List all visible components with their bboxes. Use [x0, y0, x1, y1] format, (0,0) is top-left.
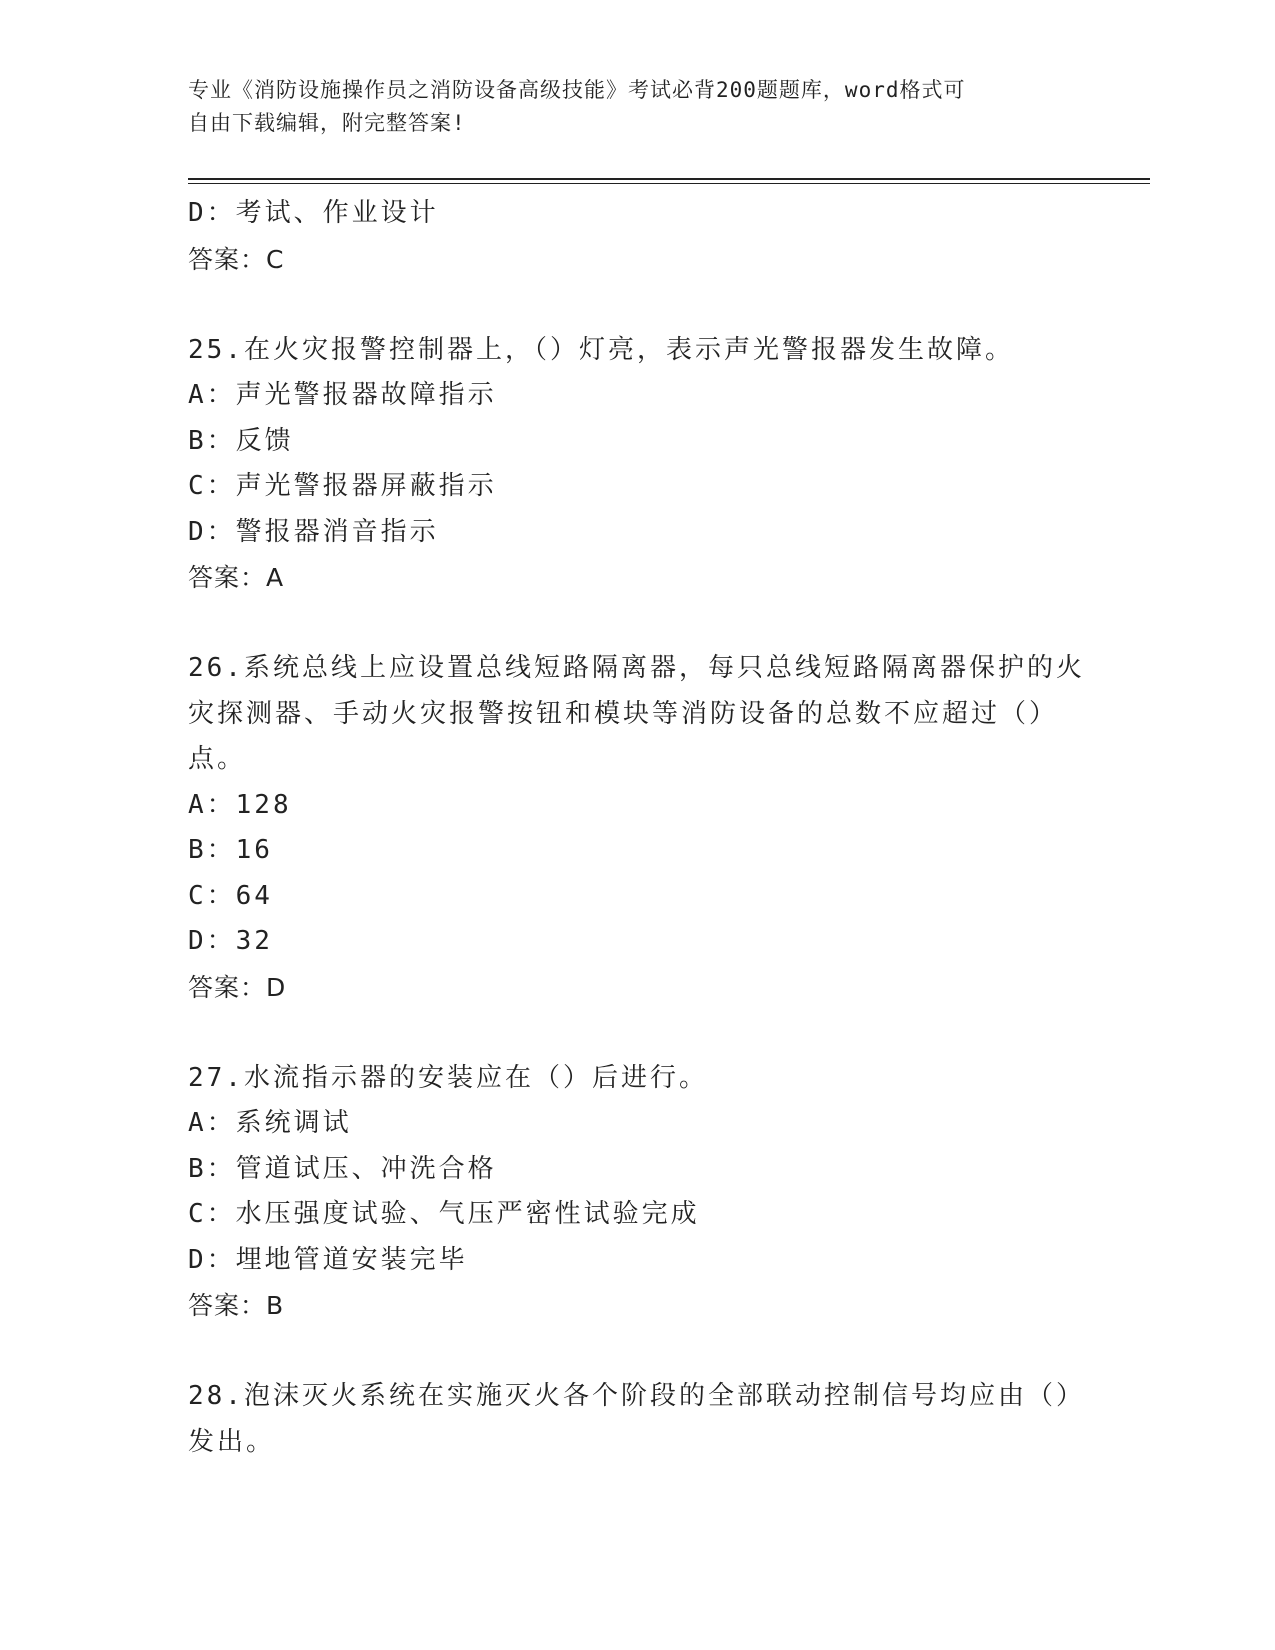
spacer [188, 601, 1088, 647]
prev-option-d: D：考试、作业设计 [188, 198, 439, 228]
option-c: C：声光警报器屏蔽指示 [188, 471, 497, 501]
header-line-2: 自由下载编辑，附完整答案! [188, 111, 466, 135]
document-header [188, 74, 1088, 140]
spacer [188, 1329, 1088, 1375]
option-a: A：128 [188, 789, 292, 820]
spacer [188, 282, 1088, 328]
option-b: B：反馈 [188, 425, 294, 456]
spacer [188, 1010, 1088, 1056]
answer: 答案：D [188, 972, 287, 1002]
header-divider-thin [188, 183, 1150, 184]
option-d: D：32 [188, 926, 273, 956]
question-27 [188, 1056, 1088, 1329]
question-list [188, 191, 1088, 1465]
option-b: B：16 [188, 835, 273, 865]
question-28 [188, 1374, 1088, 1465]
prev-answer: 答案：C [188, 244, 285, 274]
option-d: D：埋地管道安装完毕 [188, 1244, 468, 1275]
header-divider-thick [188, 178, 1150, 180]
question-stem: 26.系统总线上应设置总线短路隔离器，每只总线短路隔离器保护的火灾探测器、手动火灾报警按钮和模块等消防设备的总数不应超过（）点。 [188, 653, 1085, 774]
question-stem: 25.在火灾报警控制器上，（）灯亮，表示声光警报器发生故障。 [188, 334, 1014, 365]
option-c: C：64 [188, 880, 273, 911]
question-stem: 27.水流指示器的安装应在（）后进行。 [188, 1062, 708, 1093]
option-b: B：管道试压、冲洗合格 [188, 1153, 497, 1184]
question-25 [188, 328, 1088, 601]
option-d: D：警报器消音指示 [188, 516, 439, 547]
question-26 [188, 646, 1088, 1010]
question-stem: 28.泡沫灭火系统在实施灭火各个阶段的全部联动控制信号均应由（）发出。 [188, 1381, 1085, 1457]
answer: 答案：B [188, 1291, 285, 1320]
header-line-1: 专业《消防设施操作员之消防设备高级技能》考试必背200题题库，word格式可 [188, 78, 966, 102]
option-c: C：水压强度试验、气压严密性试验完成 [188, 1199, 700, 1229]
option-a: A：系统调试 [188, 1108, 352, 1138]
answer: 答案：A [188, 563, 285, 592]
option-a: A：声光警报器故障指示 [188, 380, 497, 410]
